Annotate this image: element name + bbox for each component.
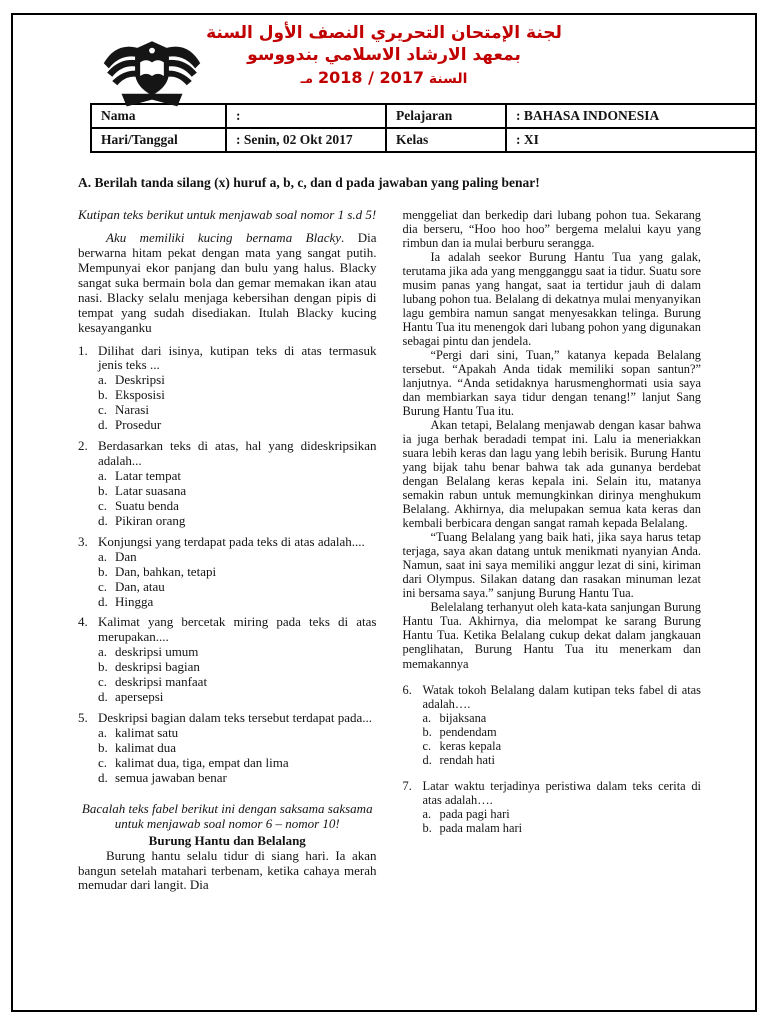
question-6-option-b — [423, 725, 702, 739]
fable-paragraph-3: “Pergi dari sini, Tuan,” katanya kepada Belalang tersebut. “Apakah Anda tidak memiliki sopan santun?” lanjutnya. “Anda setidaknya harusmenghormati usia saya dan membiarkan saya tidur dengan tenang!” lanjut Sang Burung Hantu Tua itu. — [402, 348, 701, 419]
option-letter: d. — [98, 593, 108, 609]
question-6-option-a — [423, 711, 702, 725]
question-1-number: 1. — [78, 342, 88, 358]
option-letter: a. — [98, 548, 108, 564]
question-4 — [78, 615, 377, 705]
option-text: kalimat dua — [115, 739, 177, 755]
section-a-heading: A. Berilah tanda silang (x) huruf a, b, c, dan d pada jawaban yang paling benar! — [78, 175, 540, 190]
question-2-option-c — [98, 499, 377, 514]
question-3-text: Konjungsi yang terdapat pada teks di atas adalah.... — [98, 533, 365, 549]
info-row-2 — [91, 128, 756, 152]
exam-header — [11, 19, 757, 103]
institution-emblem-icon — [97, 31, 207, 115]
question-2 — [78, 439, 377, 529]
question-1-option-a — [98, 373, 377, 388]
question-3-option-a — [98, 550, 377, 565]
question-5-option-d — [98, 771, 377, 786]
questions-1-5 — [78, 344, 377, 786]
question-5 — [78, 711, 377, 786]
fable-paragraph-5: “Tuang Belalang yang baik hati, jika saya harus tetap terjaga, saya akan datang untuk menikmati nyanyian Anda. Namun, saat ini saya memiliki anggur lezat di sini, kiriman dari Olympus. Silakan datang dan rasakan minuman lezat ini bersama saya.” sanjung Burung Hantu Tua. — [402, 530, 701, 601]
option-text: deskripsi bagian — [115, 659, 200, 675]
question-4-text: Kalimat yang bercetak miring pada teks di atas merupakan.... — [98, 614, 377, 645]
question-5-option-b — [98, 741, 377, 756]
fable-paragraph-4: Akan tetapi, Belalang menjawab dengan kasar bahwa ia juga berhak beradadi tempat ini. Lalu ia meneriakkan suara lebih keras dan lagu yang lebih berisik. Burung Hantu yang bijak tahu benar bahwa tak ada gunanya berdebat dengan Belalang keras kepala ini. Selain itu, matanya semakin rabun untuk memungkinkan dirinya menghukum Belalang. Akhirnya, dia melupakan semua kata keras dan kembali berbicara dengan sangat ramah kepada Belalang. — [402, 418, 701, 531]
question-4-option-a — [98, 645, 377, 660]
option-letter: d. — [98, 512, 108, 528]
name-value: : — [226, 104, 386, 128]
option-letter: a. — [98, 644, 108, 660]
option-text: bijaksana — [439, 710, 487, 725]
question-2-option-b — [98, 484, 377, 499]
question-4-option-c — [98, 675, 377, 690]
option-letter: b. — [98, 659, 108, 675]
option-text: kalimat satu — [115, 725, 179, 740]
option-letter: d. — [98, 769, 108, 785]
question-4-body — [98, 615, 377, 705]
option-letter: c. — [98, 578, 108, 594]
question-1-option-c — [98, 403, 377, 418]
option-text: Dan, bahkan, tetapi — [115, 563, 217, 579]
fable-instruction: Bacalah teks fabel berikut ini dengan saksama saksama untuk menjawab soal nomor 6 – nomor 10! — [81, 800, 373, 831]
option-letter: b. — [98, 563, 108, 579]
name-label: Nama — [91, 104, 226, 128]
question-6 — [403, 683, 702, 767]
question-5-number: 5. — [78, 710, 88, 726]
option-letter: b. — [98, 387, 108, 403]
option-text: Narasi — [115, 402, 149, 418]
option-text: Prosedur — [115, 417, 162, 433]
fable-title: Burung Hantu dan Belalang — [148, 832, 306, 848]
question-6-body — [423, 683, 702, 767]
question-5-option-a — [98, 726, 377, 741]
subject-label: Pelajaran — [386, 104, 506, 128]
passage-italic-sentence: Aku memiliki kucing bernama Blacky — [106, 229, 342, 245]
question-3-body — [98, 535, 377, 610]
option-letter: c. — [98, 754, 108, 770]
question-7-number: 7. — [402, 778, 412, 793]
option-text: Latar tempat — [115, 468, 182, 483]
question-7 — [403, 779, 702, 835]
question-7-body — [423, 779, 702, 835]
exam-page — [11, 13, 757, 1012]
option-text: kalimat dua, tiga, empat dan lima — [115, 754, 289, 770]
option-letter: a. — [98, 372, 108, 388]
reading1-passage — [78, 231, 377, 336]
question-6-text: Watak tokoh Belalang dalam kutipan teks fabel di atas adalah…. — [422, 682, 701, 711]
option-letter: c. — [98, 402, 108, 418]
option-text: Latar suasana — [115, 482, 187, 498]
option-letter: a. — [422, 710, 432, 725]
question-1 — [78, 344, 377, 434]
option-text: Pikiran orang — [115, 512, 186, 528]
question-4-option-d — [98, 690, 377, 705]
fable-paragraph-2: Ia adalah seekor Burung Hantu Tua yang galak, terutama jika ada yang mengganggu saat ia tidur. Suatu sore musim panas yang hangat, saat ia tertidur jauh di dalam lubang pohon tua. Belalang di dekatnya mulai menyanyikan lagu gembira namun sangat menyesakkan telinga. Burung Hantu Tua itu menengok dari lubang pohon yang digunakan sebagai pintu dan jendela. — [402, 250, 701, 349]
class-label: Kelas — [386, 128, 506, 152]
option-text: Dan, atau — [115, 578, 165, 594]
date-label: Hari/Tanggal — [91, 128, 226, 152]
question-2-number: 2. — [78, 438, 88, 454]
question-1-option-b — [98, 388, 377, 403]
fable-paragraph-1-left: Burung hantu selalu tidur di siang hari. Ia akan bangun setelah matahari terbenam, ketika cahaya merah memudar dari langit. Dia — [78, 847, 377, 893]
question-2-body — [98, 439, 377, 529]
option-text: apersepsi — [115, 689, 164, 705]
question-1-body — [98, 344, 377, 434]
header-title-line1: لجنة الإمتحان التحريري النصف الأول السنة — [206, 23, 562, 43]
option-text: deskripsi umum — [115, 644, 199, 660]
option-text: Suatu benda — [115, 497, 179, 513]
year-value: 2017 / 2018 — [317, 68, 425, 87]
question-3-option-b — [98, 565, 377, 580]
question-6-option-d — [423, 753, 702, 767]
year-suffix: مـ — [300, 72, 314, 87]
question-2-option-d — [98, 514, 377, 529]
question-5-text: Deskripsi bagian dalam teks tersebut terdapat pada... — [98, 710, 372, 726]
question-2-option-a — [98, 469, 377, 484]
question-3-number: 3. — [78, 533, 88, 549]
fable-paragraph-6: Belelalang terhanyut oleh kata-kata sanjungan Burung Hantu Tua. Akhirnya, dia melompat ke sarang Burung Hantu Tua. Ketika Belalang cukup dekat dalam jangkauan penglihatan, Burung Hantu Tua itu menerkam dan memakannya — [402, 600, 701, 671]
question-4-option-b — [98, 660, 377, 675]
option-letter: c. — [422, 738, 432, 753]
question-3-option-c — [98, 580, 377, 595]
option-letter: d. — [98, 689, 108, 705]
option-letter: d. — [98, 417, 108, 433]
option-letter: d. — [422, 752, 432, 767]
question-3-option-d — [98, 595, 377, 610]
question-5-body — [98, 711, 377, 786]
option-letter: a. — [98, 725, 108, 740]
option-text: pada pagi hari — [439, 806, 510, 821]
fable-paragraph-1-right: menggeliat dan berkedip dari lubang pohon tua. Sekarang dia berseru, “Hoo hoo hoo” bergema melalui kayu yang rimbun dan ia mulai berburu serangga. — [402, 208, 701, 251]
question-2-text: Berdasarkan teks di atas, hal yang dideskripsikan adalah... — [98, 438, 377, 469]
option-text: keras kepala — [439, 738, 502, 753]
option-letter: c. — [98, 674, 108, 690]
class-value: : XI — [506, 128, 756, 152]
option-letter: b. — [422, 724, 432, 739]
option-text: Hingga — [115, 593, 154, 609]
option-text: semua jawaban benar — [115, 769, 227, 785]
question-7-option-a — [423, 807, 702, 821]
question-3 — [78, 535, 377, 610]
option-letter: b. — [98, 739, 108, 755]
reading1-instruction: Kutipan teks berikut untuk menjawab soal nomor 1 s.d 5! — [78, 208, 377, 222]
option-text: pendendam — [439, 724, 497, 739]
option-text: Dan — [115, 548, 137, 564]
question-7-option-b — [423, 821, 702, 835]
option-letter: a. — [422, 806, 432, 821]
option-text: pada malam hari — [439, 820, 523, 835]
passage-remainder: . Dia berwarna hitam pekat dengan mata yang sangat putih. Mempunyai ekor panjang dan bulu yang halus. Blacky sangat suka bermain bola dan gemar memakan ikan atau nasi. Blacky selalu menjaga kebersihan dengan pipis di tempat yang sudah disediakan. Itulah Blacky kucing kesayanganku — [78, 229, 377, 335]
option-text: Eksposisi — [115, 387, 165, 403]
exam-body-columns — [78, 208, 701, 990]
right-column — [403, 208, 702, 990]
option-letter: b. — [98, 482, 108, 498]
question-6-number: 6. — [402, 682, 412, 697]
date-value: : Senin, 02 Okt 2017 — [226, 128, 386, 152]
option-letter: c. — [98, 497, 108, 513]
question-5-option-c — [98, 756, 377, 771]
question-1-option-d — [98, 418, 377, 433]
question-6-option-c — [423, 739, 702, 753]
question-7-text: Latar waktu terjadinya peristiwa dalam teks cerita di atas adalah…. — [422, 778, 701, 807]
option-text: deskripsi manfaat — [115, 674, 208, 690]
question-4-number: 4. — [78, 614, 88, 630]
header-title-line2: بمعهد الارشاد الاسلامي بندووسو — [247, 45, 521, 65]
option-text: Deskripsi — [115, 372, 165, 388]
subject-value: : BAHASA INDONESIA — [506, 104, 756, 128]
left-column — [78, 208, 377, 990]
option-letter: a. — [98, 468, 108, 483]
year-label: السنة — [428, 71, 468, 87]
option-letter: b. — [422, 820, 432, 835]
option-text: rendah hati — [439, 752, 495, 767]
question-1-text: Dilihat dari isinya, kutipan teks di atas termasuk jenis teks ... — [98, 342, 377, 373]
